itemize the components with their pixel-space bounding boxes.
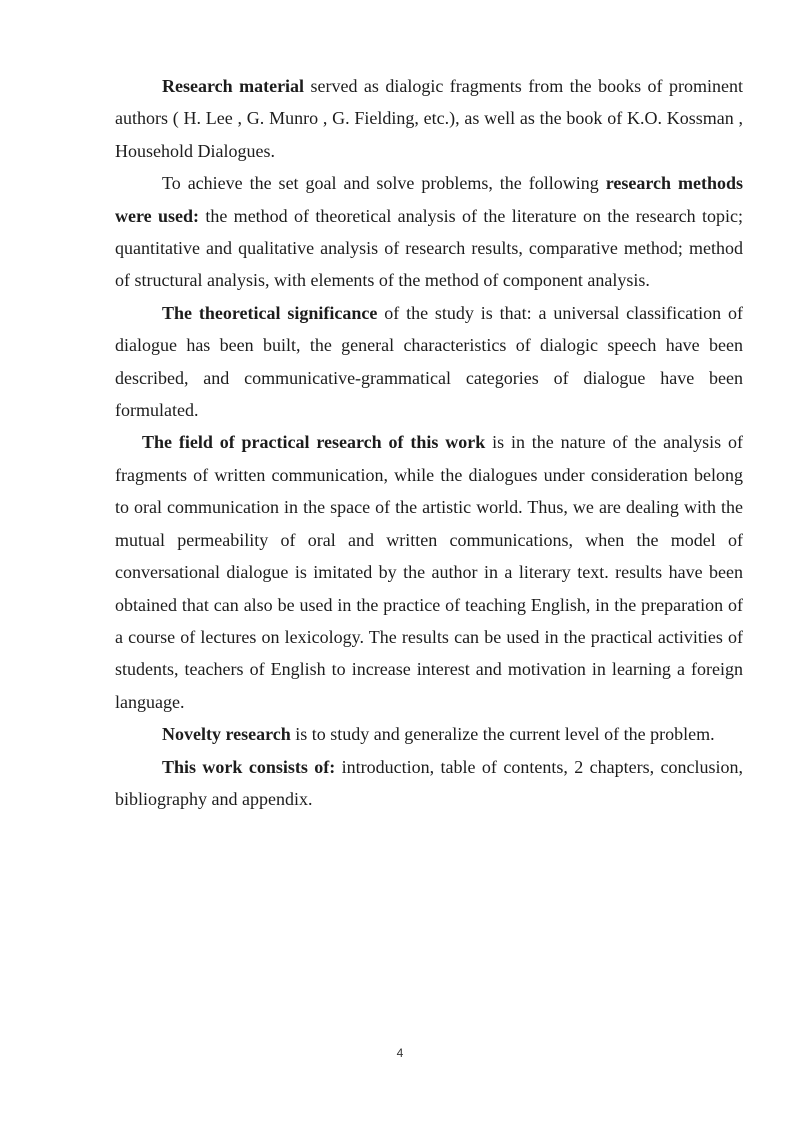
- paragraph-theoretical-significance: [115, 297, 743, 427]
- paragraph-work-structure: [115, 751, 743, 816]
- paragraph-text: the method of theoretical analysis of the literature on the research topic; quantitative and qualitative analysis of research results, comparative method; method of structural analysis, with elements of the method of component analysis.: [115, 205, 743, 291]
- paragraph-heading: The theoretical significance: [162, 302, 378, 323]
- paragraph-text: of the study is that: a universal classification of dialogue has been built, the general characteristics of dialogic speech have been described, and communicative-grammatical categories of dialogue have been formulated.: [115, 302, 743, 421]
- paragraph-heading: Novelty research: [162, 724, 291, 745]
- paragraph-practical-research: [115, 426, 743, 718]
- paragraph-heading: Research material: [162, 76, 305, 96]
- paragraph-novelty-research: [115, 718, 743, 750]
- paragraph-text-intro: To achieve the set goal and solve problems, the following: [162, 173, 606, 194]
- paragraph-heading: The field of practical research of this work: [142, 432, 486, 453]
- paragraph-text: introduction, table of contents, 2 chapters, conclusion, bibliography and appendix.: [115, 756, 743, 809]
- paragraph-heading: This work consists of:: [162, 756, 336, 777]
- page-number: 4: [396, 1046, 404, 1060]
- paragraph-research-material: [115, 70, 743, 167]
- paragraph-heading: research methods were used:: [115, 173, 743, 226]
- paragraph-research-methods: [115, 167, 743, 297]
- paragraph-text: served as dialogic fragments from the books of prominent authors ( H. Lee , G. Munro , G. Fielding, etc.), as well as the book of K.O. Kossman , Household Dialogues.: [115, 76, 743, 161]
- paragraph-text: is to study and generalize the current level of the problem.: [290, 724, 715, 745]
- document-body: [115, 70, 743, 815]
- paragraph-text: is in the nature of the analysis of fragments of written communication, while the dialogues under consideration belong to oral communication in the space of the artistic world. Thus, we are dealing with the mutual permeability of oral and written communications, when the model of conversational dialogue is imitated by the author in a literary text. results have been obtained that can also be used in the practice of teaching English, in the preparation of a course of lectures on lexicology. The results can be used in the practical activities of students, teachers of English to increase interest and motivation in learning a foreign language.: [115, 432, 743, 712]
